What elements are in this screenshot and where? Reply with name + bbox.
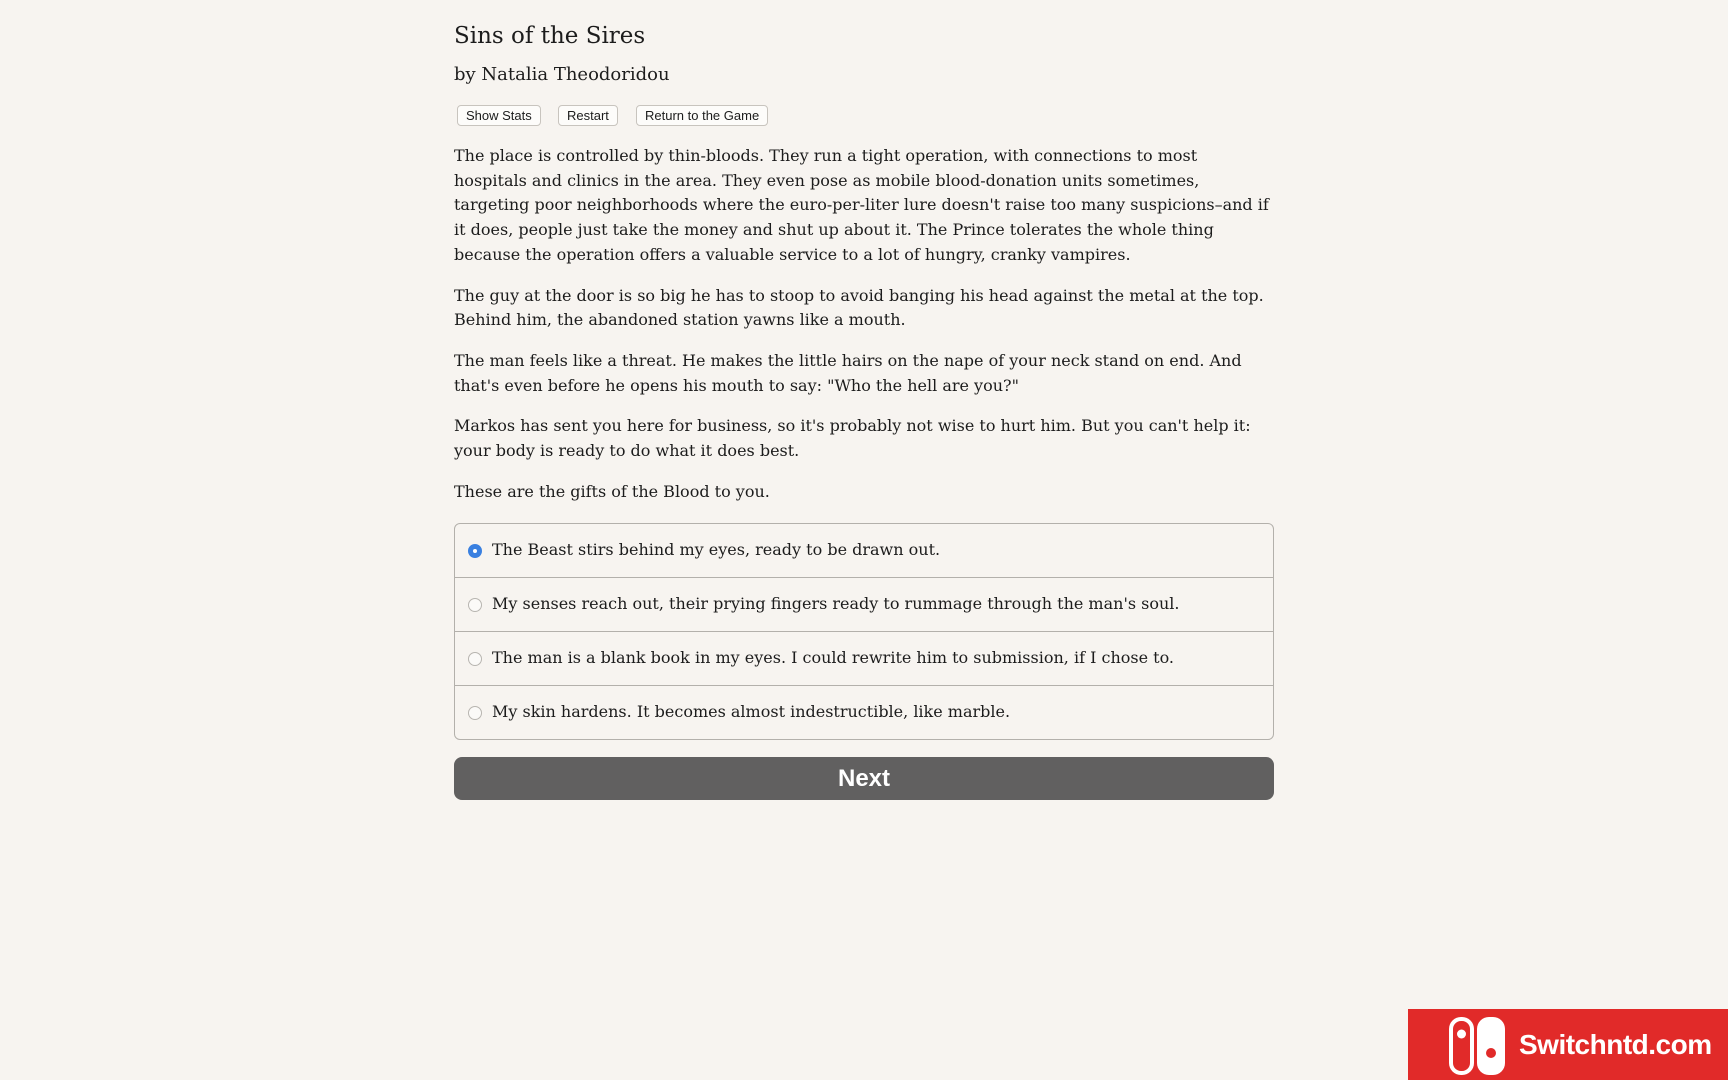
choice-list	[454, 523, 1274, 740]
choice-option-beast[interactable]	[455, 524, 1273, 578]
watermark-banner	[1408, 1009, 1728, 1080]
choice-option-senses[interactable]	[455, 578, 1273, 632]
author-byline: by Natalia Theodoridou	[454, 64, 670, 85]
story-paragraph: The guy at the door is so big he has to stoop to avoid banging his head against the metal at the top. Behind him, the abandoned station yawns like a mouth.	[454, 285, 1264, 330]
choice-option-blank-book[interactable]	[455, 632, 1273, 686]
story-paragraph: The man feels like a threat. He makes the little hairs on the nape of your neck stand on end. And that's even before he opens his mouth to say: "Who the hell are you?"	[454, 350, 1242, 395]
choice-label: The Beast stirs behind my eyes, ready to be drawn out.	[492, 540, 941, 559]
show-stats-button[interactable]: Show Stats	[457, 105, 541, 126]
radio-button[interactable]	[468, 706, 482, 720]
return-to-game-button[interactable]: Return to the Game	[636, 105, 768, 126]
next-button[interactable]: Next	[454, 757, 1274, 800]
choice-option-skin-hardens[interactable]	[455, 686, 1273, 740]
restart-button[interactable]: Restart	[558, 105, 618, 126]
game-title: Sins of the Sires	[454, 23, 646, 49]
story-paragraph: These are the gifts of the Blood to you.	[454, 481, 770, 501]
choice-label: My skin hardens. It becomes almost indestructible, like marble.	[492, 702, 1011, 721]
nintendo-switch-logo-icon	[1446, 1014, 1510, 1078]
radio-button[interactable]	[468, 598, 482, 612]
watermark-text: Switchntd.com	[1519, 1029, 1712, 1060]
choice-label: My senses reach out, their prying fingers ready to rummage through the man's soul.	[492, 594, 1180, 613]
story-paragraph: The place is controlled by thin-bloods. They run a tight operation, with connections to most hospitals and clinics in the area. They even pose as mobile blood-donation units sometimes, targeting poor neighborhoods where the euro-per-liter lure doesn't raise too many suspicions–and if it does, people just take the money and shut up about it. The Prince tolerates the whole thing because the operation offers a valuable service to a lot of hungry, cranky vampires.	[454, 146, 1269, 264]
story-text	[454, 144, 1274, 520]
choice-label: The man is a blank book in my eyes. I could rewrite him to submission, if I chose to.	[492, 648, 1175, 667]
radio-button-selected[interactable]	[468, 544, 482, 558]
radio-button[interactable]	[468, 652, 482, 666]
story-paragraph: Markos has sent you here for business, so it's probably not wise to hurt him. But you can't help it: your body is ready to do what it does best.	[454, 416, 1251, 461]
